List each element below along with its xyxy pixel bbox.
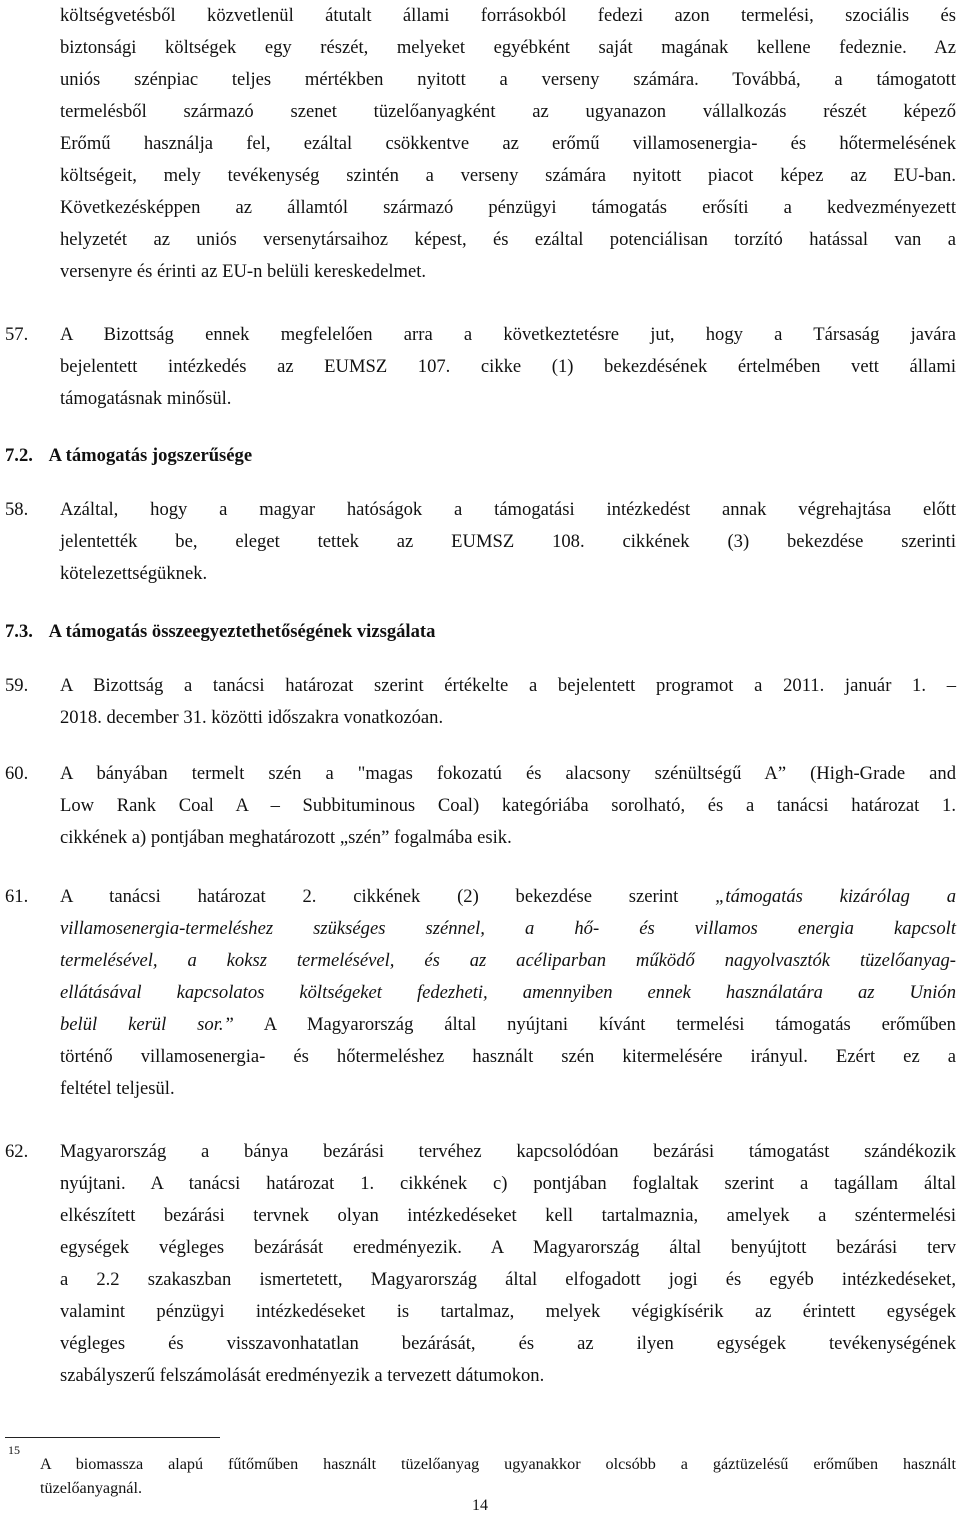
text-line: költségeit, mely tevékenység szintén a verseny számára nyitott piacot képez az EU-ban. (60, 165, 956, 186)
quoted-text: „támogatás kizárólag a (715, 886, 956, 907)
text-line: 2018. december 31. közötti időszakra vonatkozóan. (60, 707, 444, 728)
paragraph-number: 60. (5, 763, 29, 784)
text-line: támogatásnak minősül. (60, 388, 232, 409)
text-line: valamint pénzügyi intézkedéseket is tartalmaz, melyek végigkísérik az érintett egységek (60, 1301, 956, 1322)
page-number: 14 (472, 1497, 488, 1514)
section-heading-7-3 (5, 616, 435, 648)
text-line (60, 1009, 956, 1041)
continuation-paragraph (60, 0, 956, 288)
text-line: Magyarország a bánya bezárási tervéhez kapcsolódóan bezárási támogatást szándékozik (60, 1141, 956, 1162)
text-line: jelentették be, eleget tettek az EUMSZ 108. cikkének (3) bekezdése szerinti (60, 531, 956, 552)
text-line: elkészített bezárási tervnek olyan intézkedéseket kell tartalmaznia, amelyek a széntermelési (60, 1205, 956, 1226)
footnote-text (40, 1452, 956, 1500)
text-line: Erőmű használja fel, ezáltal csökkentve az erőmű villamosenergia- és hőtermelésének (60, 133, 956, 154)
text-line: egységek végleges bezárását eredményezik. A Magyarország által benyújtott bezárási terv (60, 1237, 956, 1258)
text-line: versenyre és érinti az EU-n belüli kereskedelmet. (60, 261, 427, 282)
text-line: Következésképpen az államtól származó pénzügyi támogatás erősíti a kedvezményezett (60, 197, 956, 218)
paragraph-number: 58. (5, 499, 29, 520)
paragraph-number: 62. (5, 1141, 29, 1162)
text-line: Azáltal, hogy a magyar hatóságok a támogatási intézkedést annak végrehajtása előtt (60, 499, 956, 520)
text-line: A Bizottság a tanácsi határozat szerint értékelte a bejelentett programot a 2011. január 1. – (60, 675, 956, 696)
paragraph-body (60, 670, 956, 734)
paragraph-body (60, 494, 956, 590)
text-line (60, 913, 956, 945)
text-run: A Magyarország által nyújtani kívánt termelési támogatás erőműben (233, 1014, 956, 1035)
text-line: uniós szénpiac teljes mértékben nyitott a verseny számára. Továbbá, a támogatott (60, 69, 956, 90)
paragraph-body (60, 881, 956, 1105)
text-line: termelésből származó szenet tüzelőanyagként az ugyanazon vállalkozás részét képező (60, 101, 956, 122)
text-line (60, 945, 956, 977)
section-number: 7.2. (5, 445, 33, 466)
text-line: helyzetét az uniós versenytársaihoz képest, és ezáltal potenciálisan torzító hatással van a (60, 229, 956, 250)
section-heading-7-2 (5, 440, 252, 472)
text-line: a 2.2 szakaszban ismertetett, Magyarország által elfogadott jogi és egyéb intézkedéseket, (60, 1269, 956, 1290)
quoted-text: villamosenergia-termeléshez szükséges szénnel, a hő- és villamos energia kapcsolt (60, 918, 956, 939)
text-line: végleges és visszavonhatatlan bezárását, és az ilyen egységek tevékenységének (60, 1333, 956, 1354)
paragraph-body (60, 1136, 956, 1392)
paragraph-number: 59. (5, 675, 29, 696)
text-line: nyújtani. A tanácsi határozat 1. cikkének c) pontjában foglaltak szerint a tagállam által (60, 1173, 956, 1194)
text-line: cikkének a) pontjában meghatározott „szén” fogalmába esik. (60, 827, 512, 848)
text-line (60, 881, 956, 913)
section-title: A támogatás jogszerűsége (48, 445, 253, 466)
footnote-line: tüzelőanyagnál. (40, 1479, 143, 1497)
quoted-text: belül kerül sor.” (60, 1014, 234, 1035)
section-number: 7.3. (5, 621, 33, 642)
text-line: feltétel teljesül. (60, 1078, 175, 1099)
text-line: kötelezettségüknek. (60, 563, 208, 584)
text-run: A tanácsi határozat 2. cikkének (2) bekezdése szerint (60, 886, 716, 907)
footnote-separator (5, 1437, 220, 1438)
text-line: A bányában termelt szén a "magas fokozatú és alacsony szénültségű A” (High-Grade and (60, 763, 956, 784)
paragraph-body (60, 758, 956, 854)
section-title: A támogatás összeegyeztethetőségének vizsgálata (48, 621, 436, 642)
paragraph-number: 57. (5, 324, 29, 345)
text-line: bejelentett intézkedés az EUMSZ 107. cikke (1) bekezdésének értelmében vett állami (60, 356, 956, 377)
footnote-mark: 15 (8, 1443, 20, 1457)
paragraph-body (60, 319, 956, 415)
text-line: biztonsági költségek egy részét, melyeket egyébként saját magának kellene fedeznie. Az (60, 37, 956, 58)
text-line: történő villamosenergia- és hőtermeléshez használt szén kitermelésére irányul. Ezért ez a (60, 1046, 956, 1067)
paragraph-number: 61. (5, 886, 29, 907)
text-line (60, 977, 956, 1009)
text-line: szabályszerű felszámolását eredményezik a tervezett dátumokon. (60, 1365, 545, 1386)
quoted-text: termelésével, a koksz termelésével, és az acéliparban működő nagyolvasztók tüzelőanyag- (60, 950, 956, 971)
footnote-line: A biomassza alapú fűtőműben használt tüzelőanyag ugyanakkor olcsóbb a gáztüzelésű erőműben használt (40, 1455, 956, 1473)
text-line: A Bizottság ennek megfelelően arra a következtetésre jut, hogy a Társaság javára (60, 324, 956, 345)
text-line: költségvetésből közvetlenül átutalt állami forrásokból fedezi azon termelési, szociális és (60, 5, 956, 26)
quoted-text: ellátásával kapcsolatos költségeket fedezheti, amennyiben ennek használatára az Unión (60, 982, 956, 1003)
text-line: Low Rank Coal A – Subbituminous Coal) kategóriába sorolható, és a tanácsi határozat 1. (60, 795, 956, 816)
